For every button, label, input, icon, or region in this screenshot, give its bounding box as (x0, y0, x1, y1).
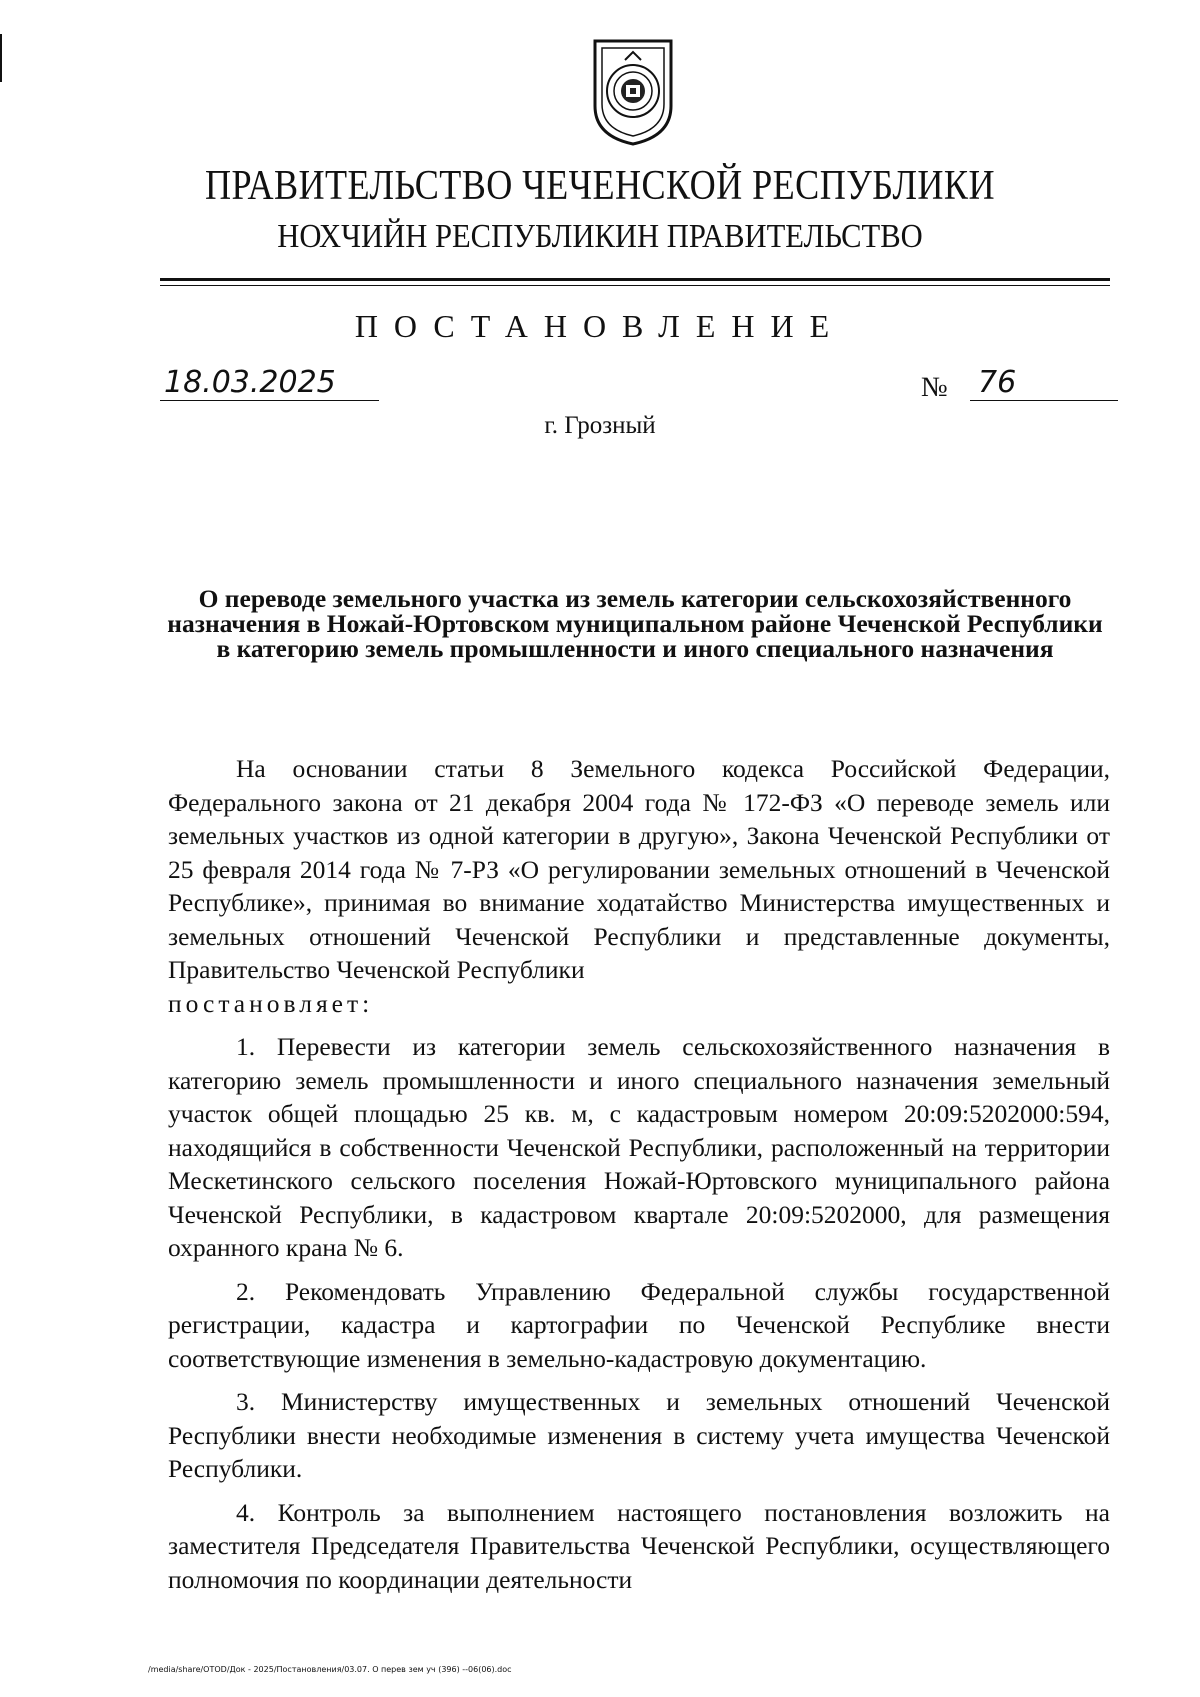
clause-4: 4. Контроль за выполнением настоящего постановления возложить на заместителя Председателя Правительства Чеченской Республики, осуществляющего полномочия по координации деятельности (168, 1497, 1110, 1594)
clause-3: 3. Министерству имущественных и земельных отношений Чеченской Республики внести необходимые изменения в систему учета имущества Чеченской Республики. (168, 1387, 1110, 1483)
document-number: 76 (970, 365, 1118, 401)
document-type-heading: ПОСТАНОВЛЕНИЕ (354, 308, 846, 344)
government-name-russian: ПРАВИТЕЛЬСТВО ЧЕЧЕНСКОЙ РЕСПУБЛИКИ (205, 163, 995, 209)
resolves-phrase: постановляет: (168, 988, 374, 1018)
resolution-title: О переводе земельного участка из земель категории сельскохозяйственного назначения в Ножай-Юртовском муниципальном районе Чеченской Республики в категорию земель промышленности и иного специального назначения (167, 584, 1103, 663)
coat-of-arms-emblem-icon (590, 36, 676, 148)
government-name-chechen: НОХЧИЙН РЕСПУБЛИКИН ПРАВИТЕЛЬСТВО (277, 218, 923, 255)
resolution-body (168, 752, 1110, 1596)
scan-margin-mark (0, 34, 2, 82)
number-label: № (921, 372, 948, 403)
document-date: 18.03.2025 (160, 365, 379, 401)
preamble-paragraph: На основании статьи 8 Земельного кодекса Российской Федерации, Федерального закона от 21 декабря 2004 года № 172-ФЗ «О переводе земель или земельных участков из одной категории в другую», Закона Чеченской Республики от 25 февраля 2014 года № 7-РЗ «О регулировании земельных отношений в Чеченской Республике», принимая во внимание ходатайство Министерства имущественных и земельных отношений Чеченской Республики и представленные документы, Правительство Чеченской Республики (168, 754, 1110, 984)
issue-city: г. Грозный (544, 412, 656, 439)
file-path-footer: /media/share/OTOD/Док - 2025/Постановления/03.07. О перев зем уч (396) --06(06).doc (148, 1665, 512, 1674)
clause-2: 2. Рекомендовать Управлению Федеральной службы государственной регистрации, кадастра и картографии по Чеченской Республике внести соответствующие изменения в земельно-кадастровую документацию. (168, 1276, 1110, 1373)
header-divider-thick (160, 278, 1110, 281)
header-divider-thin (160, 285, 1110, 286)
clause-1: 1. Перевести из категории земель сельскохозяйственного назначения в категорию земель промышленности и иного специального назначения земельный участок общей площадью 25 кв. м, с кадастровым номером 20:09:5202000:594, находящийся в собственности Чеченской Республики, расположенный на территории Мескетинского сельского поселения Ножай-Юртовского муниципального района Чеченской Республики, в кадастровом квартале 20:09:5202000, для размещения охранного крана № 6. (168, 1032, 1110, 1262)
